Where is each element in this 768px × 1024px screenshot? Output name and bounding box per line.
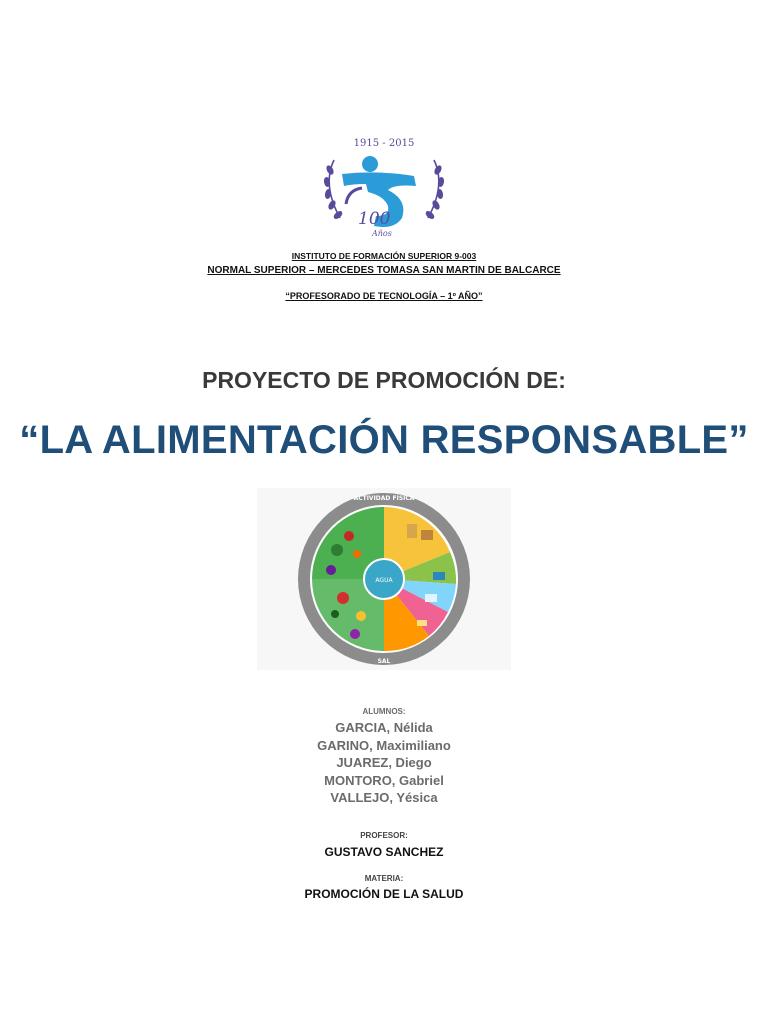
students-list bbox=[0, 719, 768, 807]
logo-graphic bbox=[318, 130, 450, 242]
plate-top-label: ACTIVIDAD FÍSICA bbox=[353, 495, 415, 502]
student-name: GARINO, Maximiliano bbox=[317, 737, 451, 753]
institute-name: INSTITUTO DE FORMACIÓN SUPERIOR 9-003 bbox=[291, 251, 477, 261]
teacher-name: GUSTAVO SANCHEZ bbox=[324, 845, 444, 859]
logo-anniversary: 100 bbox=[358, 209, 391, 229]
student-name: JUAREZ, Diego bbox=[336, 755, 432, 770]
student-name: MONTORO, Gabriel bbox=[324, 772, 444, 788]
teacher-label: PROFESOR: bbox=[360, 831, 408, 840]
food-plate-graphic bbox=[257, 488, 511, 670]
subject-label: MATERIA: bbox=[364, 874, 404, 883]
program-name: “PROFESORADO DE TECNOLOGÍA – 1º AÑO” bbox=[285, 291, 483, 301]
students-label: ALUMNOS: bbox=[362, 707, 406, 716]
logo-years: 1915 - 2015 bbox=[353, 138, 415, 149]
institute-logo bbox=[318, 130, 450, 242]
subject-name: PROMOCIÓN DE LA SALUD bbox=[304, 887, 464, 901]
student-name: VALLEJO, Yésica bbox=[330, 790, 438, 805]
student-name: GARCIA, Nélida bbox=[335, 720, 433, 735]
project-subtitle: PROYECTO DE PROMOCIÓN DE: bbox=[202, 367, 566, 393]
logo-anniversary-sub: Años bbox=[372, 229, 392, 238]
food-plate-image bbox=[257, 488, 511, 670]
plate-bottom-label: SAL bbox=[377, 658, 391, 665]
school-name: NORMAL SUPERIOR – MERCEDES TOMASA SAN MARTIN DE BALCARCE bbox=[207, 265, 561, 276]
project-title: “LA ALIMENTACIÓN RESPONSABLE” bbox=[19, 418, 749, 462]
plate-center-label: AGUA bbox=[375, 577, 393, 584]
